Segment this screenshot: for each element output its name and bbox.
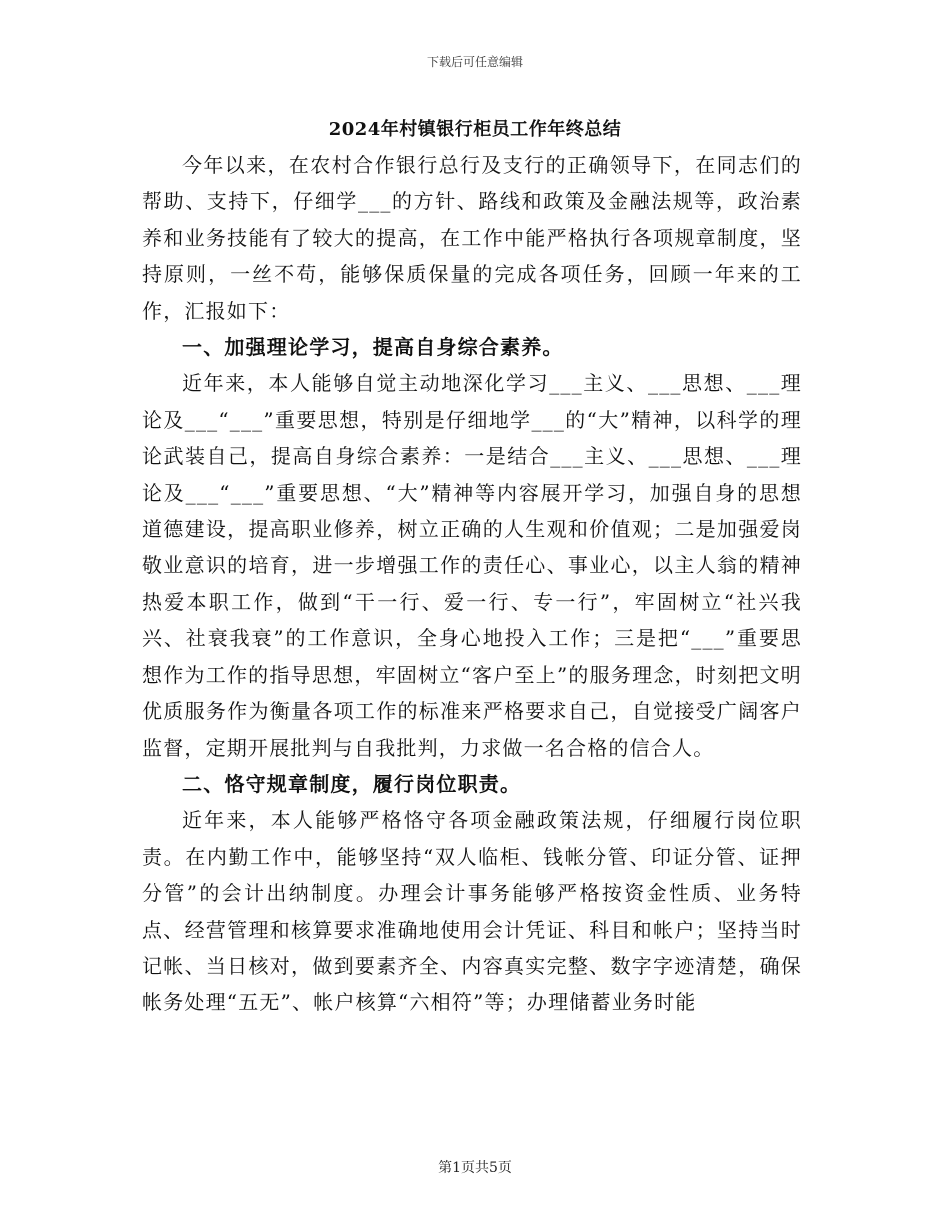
section-2-paragraph: 近年来，本人能够严格恪守各项金融政策法规，仔细履行岗位职责。在内勤工作中，能够坚持“双人临柜、钱帐分管、印证分管、证押分管”的会计出纳制度。办理会计事务能够严格按资金性质、业务特点、经营管理和核算要求准确地使用会计凭证、科目和帐户；坚持当时记帐、当日核对，做到要素齐全、内容真实完整、数字字迹清楚，确保帐务处理“五无”、帐户核算“六相符”等；办理储蓄业务时能 <box>142 808 802 1015</box>
header-note: 下载后可任意编辑 <box>426 55 523 69</box>
section-1-paragraph: 近年来，本人能够自觉主动地深化学习___主义、___思想、___理论及___“___”重要思想，特别是仔细地学___的“大”精神，以科学的理论武装自己，提高自身综合素养：一是结合___主义、___思想、___理论及___“___”重要思想、“大”精神等内容展开学习，加强自身的思想道德建设，提高职业修养，树立正确的人生观和价值观；二是加强爱岗敬业意识的培育，进一步增强工作的责任心、事业心，以主人翁的精神热爱本职工作，做到“干一行、爱一行、专一行”，牢固树立“社兴我兴、社衰我衰”的工作意识，全身心地投入工作；三是把“___”重要思想作为工作的指导思想，牢固树立“客户至上”的服务理念，时刻把文明优质服务作为衡量各项工作的标准来严格要求自己，自觉接受广阔客户监督，定期开展批判与自我批判，力求做一名合格的信合人。 <box>142 371 802 760</box>
section-heading-1: 一、加强理论学习，提高自身综合素养。 <box>182 335 564 360</box>
document-body <box>142 147 802 1021</box>
document-title: 2024年村镇银行柜员工作年终总结 <box>328 119 622 140</box>
intro-paragraph: 今年以来，在农村合作银行总行及支行的正确领导下，在同志们的帮助、支持下，仔细学___的方针、路线和政策及金融法规等，政治素养和业务技能有了较大的提高，在工作中能严格执行各项规章制度，坚持原则，一丝不苟，能够保质保量的完成各项任务，回顾一年来的工作，汇报如下： <box>142 153 802 323</box>
section-heading-2: 二、恪守规章制度，履行岗位职责。 <box>182 771 522 796</box>
page-number-footer: 第1页共5页 <box>438 1160 512 1176</box>
